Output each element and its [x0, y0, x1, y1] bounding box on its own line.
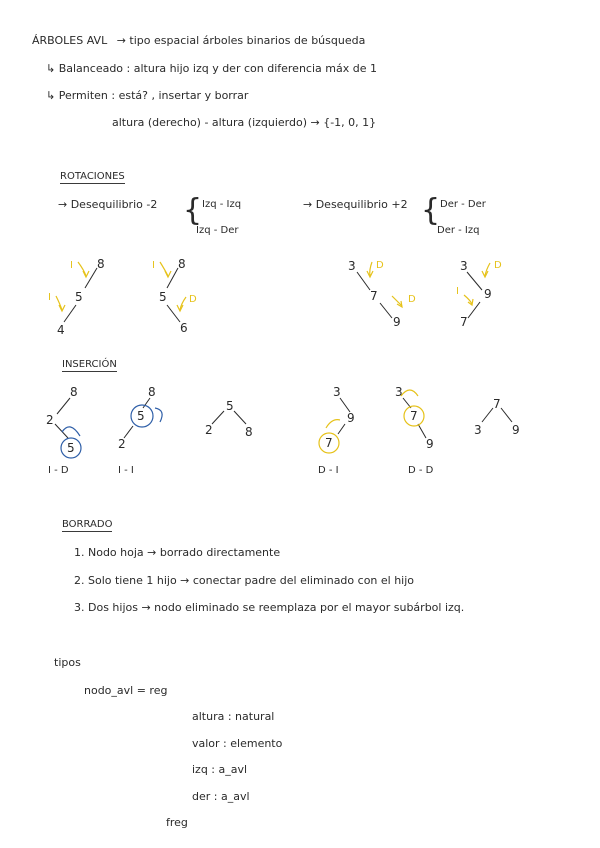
edge — [143, 398, 150, 408]
tree-node: 7 — [410, 409, 418, 423]
deletion-item: 1. Nodo hoja → borrado directamente — [74, 546, 281, 559]
label-d: D — [189, 294, 197, 305]
tree-node: 9 — [347, 411, 355, 425]
edge — [234, 411, 246, 424]
edge — [501, 408, 512, 422]
neg-case-2: Izq - Der — [196, 225, 239, 236]
edge — [212, 411, 224, 424]
tree-node: 2 — [118, 437, 126, 451]
insertion-case-label: I - D — [48, 465, 69, 476]
tree-node: 3 — [460, 259, 468, 273]
label-i: I — [70, 260, 73, 271]
pos-case-2: Der - Izq — [437, 225, 480, 236]
pos-case-1: Der - Der — [440, 199, 486, 210]
tree-node: 7 — [460, 315, 468, 329]
label-i: I — [152, 260, 155, 271]
tree-node: 7 — [325, 436, 333, 450]
tree-node: 8 — [245, 425, 253, 439]
edge — [338, 424, 345, 434]
edge — [64, 305, 76, 322]
types-title: tipos — [54, 656, 81, 669]
imbalance-pos: → Desequilibrio +2 — [303, 198, 408, 211]
tree-node: 3 — [474, 423, 482, 437]
rotation-arrow — [78, 262, 86, 276]
type-field: valor : elemento — [192, 737, 283, 750]
edge — [85, 268, 97, 288]
type-field: der : a_avl — [192, 790, 250, 803]
edge — [482, 408, 493, 422]
edge — [357, 272, 370, 290]
tree-node: 5 — [67, 441, 75, 455]
imbalance-neg: → Desequilibrio -2 — [58, 198, 158, 211]
edge — [167, 268, 178, 288]
edge — [418, 424, 426, 438]
rotation-arrow — [180, 297, 186, 310]
label-i: I — [456, 286, 459, 297]
rotation-arrow — [392, 296, 402, 306]
neg-case-1: Izq - Izq — [202, 199, 242, 210]
allows-line: ↳ Permiten : está? , insertar y borrar — [46, 89, 249, 102]
rotation-arrow — [62, 427, 80, 436]
rotation-arrow — [370, 262, 372, 276]
tree-node: 8 — [70, 385, 78, 399]
insertion-case-label: D - I — [318, 465, 339, 476]
deletion-title — [62, 518, 112, 532]
type-field: izq : a_avl — [192, 763, 248, 776]
type-field: altura : natural — [192, 710, 275, 723]
tree-node: 5 — [226, 399, 234, 413]
tree-node: 3 — [348, 259, 356, 273]
tree-node: 9 — [393, 315, 401, 329]
insertion-case-label: I - I — [118, 465, 134, 476]
tree-node: 4 — [57, 323, 65, 337]
tree-node: 3 — [333, 385, 341, 399]
label-d: D — [494, 260, 502, 271]
tree-node: 7 — [370, 289, 378, 303]
rotation-arrow — [464, 295, 472, 304]
type-decl: nodo_avl = reg — [84, 684, 168, 697]
label-i: I — [48, 292, 51, 303]
brace-left-2: { — [421, 193, 441, 228]
tree-node: 5 — [159, 290, 167, 304]
tree-node: 3 — [395, 385, 403, 399]
rotation-arrow — [56, 296, 62, 310]
edge — [340, 398, 350, 412]
tree-node: 9 — [512, 423, 520, 437]
label-d: D — [376, 260, 384, 271]
rotation-arrow — [160, 262, 168, 276]
rotation-arrow — [326, 420, 340, 428]
tree-node: 2 — [205, 423, 213, 437]
rotation-arrow — [155, 408, 162, 422]
tree-node: 2 — [46, 413, 54, 427]
type-end: freg — [166, 816, 188, 829]
tree-node: 7 — [493, 397, 501, 411]
label-d: D — [408, 294, 416, 305]
deletion-item: 2. Solo tiene 1 hijo → conectar padre del eliminado con el hijo — [74, 574, 415, 587]
tree-node: 9 — [426, 437, 434, 451]
tree-node: 5 — [137, 409, 145, 423]
deletion-item: 3. Dos hijos → nodo eliminado se reemplaza por el mayor subárbol izq. — [74, 601, 465, 614]
insertion-case-label: D - D — [408, 465, 434, 476]
rotations-title-text: ROTACIONES — [60, 171, 125, 182]
edge — [55, 424, 68, 438]
insertion-title — [62, 358, 117, 372]
tree-node: 8 — [97, 257, 105, 271]
title-main: ÁRBOLES AVL — [32, 34, 108, 47]
rotation-arrow — [401, 390, 418, 396]
edge — [468, 302, 480, 318]
edge — [403, 398, 411, 408]
rotation-arrow — [485, 263, 490, 276]
edge — [467, 272, 482, 290]
tree-node: 8 — [148, 385, 156, 399]
title-rest: → tipo espacial árboles binarios de búsqueda — [116, 34, 366, 47]
page-title — [32, 34, 365, 48]
edge — [57, 398, 70, 414]
tree-node: 6 — [180, 321, 188, 335]
edge — [167, 305, 180, 322]
brace-left-1: { — [183, 193, 203, 228]
tree-node: 8 — [178, 257, 186, 271]
insertion-title-text: INSERCIÓN — [62, 359, 117, 370]
rotations-title — [60, 170, 125, 184]
edge — [380, 303, 392, 318]
balance-formula: altura (derecho) - altura (izquierdo) → {-1, 0, 1} — [112, 116, 377, 129]
balanced-line: ↳ Balanceado : altura hijo izq y der con diferencia máx de 1 — [46, 62, 377, 75]
deletion-title-text: BORRADO — [62, 519, 113, 530]
tree-node: 9 — [484, 287, 492, 301]
tree-node: 5 — [75, 290, 83, 304]
